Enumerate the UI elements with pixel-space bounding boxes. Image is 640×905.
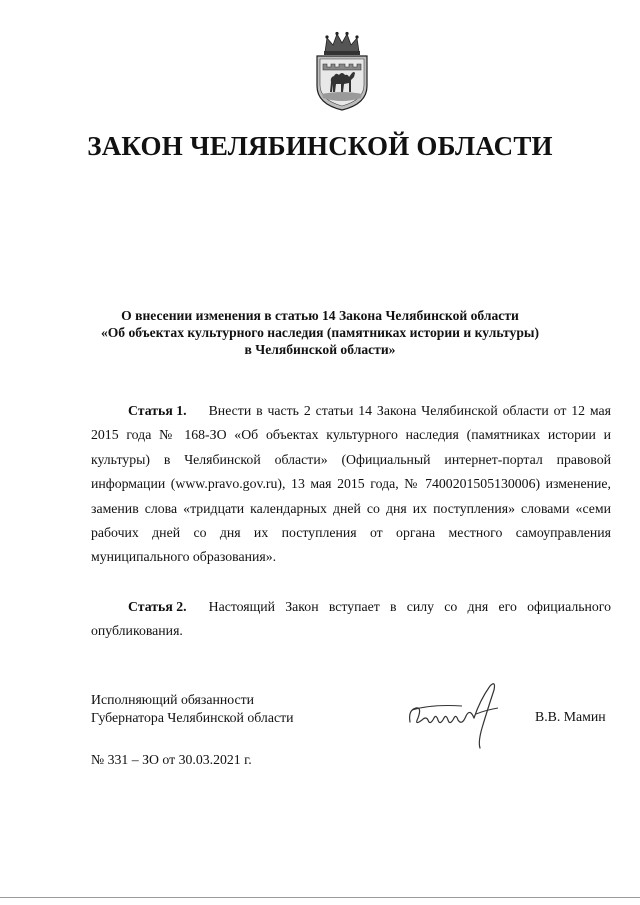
subject-line: О внесении изменения в статью 14 Закона Челябинской области bbox=[121, 308, 519, 323]
signatory-name: В.В. Мамин bbox=[535, 709, 606, 724]
article-2-label: Статья 2. bbox=[128, 599, 187, 614]
article-1-label: Статья 1. bbox=[128, 403, 187, 418]
subject-line: «Об объектах культурного наследия (памятниках истории и культуры) bbox=[100, 325, 540, 340]
page-bottom-edge bbox=[0, 897, 640, 898]
registration-number: № 331 – ЗО от 30.03.2021 г. bbox=[91, 752, 252, 767]
article-1-text: Внести в часть 2 статьи 14 Закона Челябинской области от 12 мая 2015 года № 168-ЗО «Об объектах культурного наследия (памятниках истории и культуры) в Челябинской области» (Официальный интернет-портал правовой информации (www.pravo.gov.ru), 13 мая 2015 года, № 7400201505130006) изменение, заменив слова «тридцати календарных дней со дня их поступления» словами «семи рабочих дней со дня их поступления от органа местного самоуправления муниципального образования». bbox=[91, 403, 611, 565]
document-title: ЗАКОН ЧЕЛЯБИНСКОЙ ОБЛАСТИ bbox=[87, 131, 553, 161]
coat-of-arms-icon bbox=[311, 30, 373, 112]
handwritten-signature bbox=[402, 680, 507, 750]
article-2 bbox=[91, 595, 611, 644]
article-1 bbox=[91, 399, 611, 570]
position-line: Губернатора Челябинской области bbox=[91, 710, 294, 725]
article-2-text: Настоящий Закон вступает в силу со дня его официального опубликования. bbox=[91, 599, 611, 639]
signatory-position bbox=[91, 691, 293, 727]
position-line: Исполняющий обязанности bbox=[91, 692, 254, 707]
document-subject bbox=[40, 307, 600, 358]
subject-line: в Челябинской области» bbox=[244, 342, 396, 357]
